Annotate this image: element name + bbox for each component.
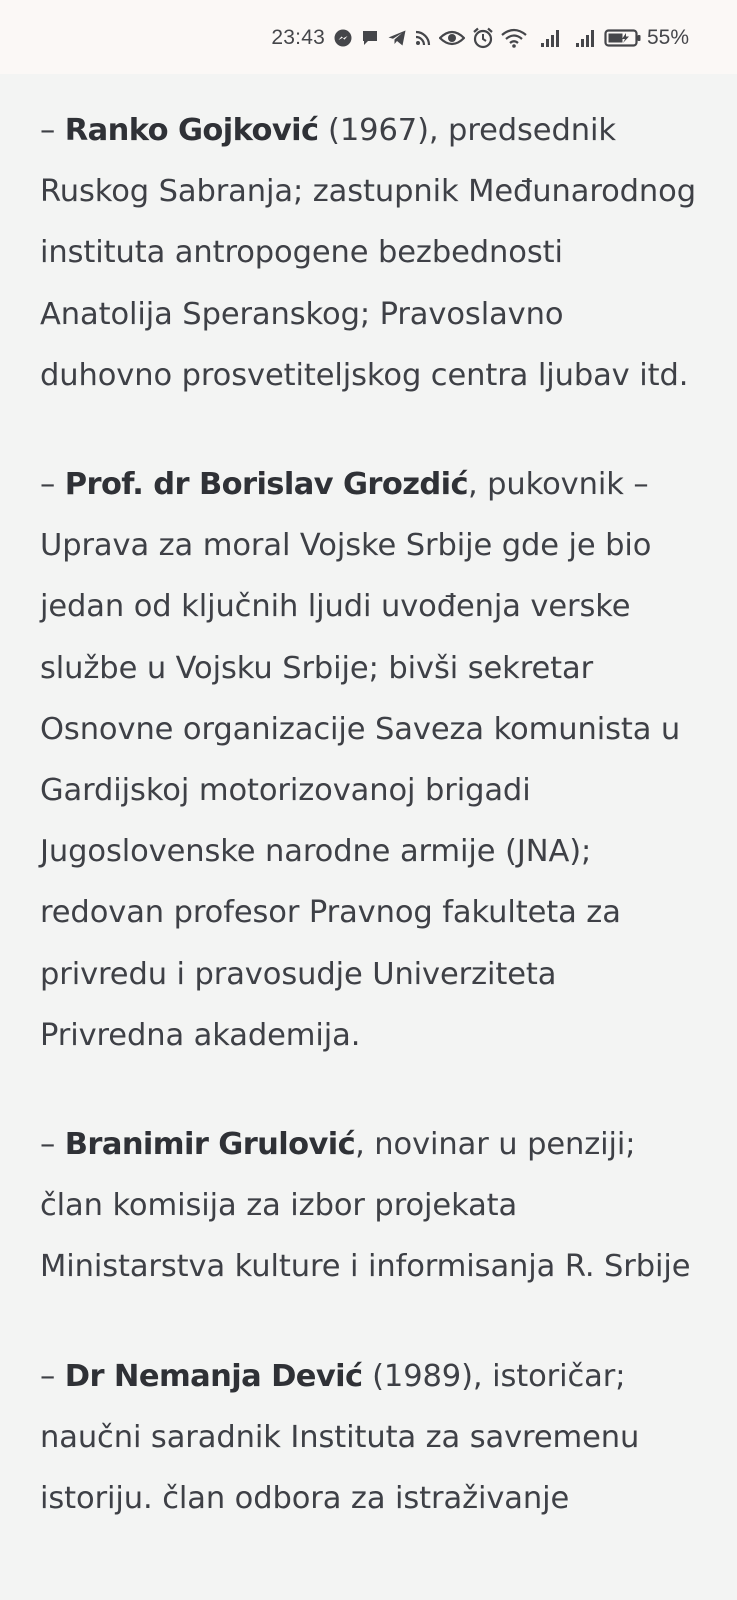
battery-percent: 55% bbox=[646, 26, 689, 49]
list-item: – Dr Nemanja Dević (1989), istoričar; naučni saradnik Instituta za savremenu istoriju. član odbora za istraživanje bbox=[40, 1358, 640, 1517]
rss-icon bbox=[414, 29, 432, 47]
messenger-icon bbox=[333, 28, 353, 48]
person-name: Prof. dr Borislav Grozdić bbox=[64, 467, 468, 503]
alarm-icon bbox=[472, 27, 494, 49]
chat-icon bbox=[360, 28, 380, 48]
signal-2-icon bbox=[575, 28, 597, 48]
status-bar bbox=[0, 0, 737, 74]
list-item: – Ranko Gojković (1967), predsednik Ruskog Sabranja; zastupnik Međunarodnog instituta antropogene bezbednosti Anatolija Speranskog; Pravoslavno duhovno prosvetiteljskog centra ljubav itd. bbox=[40, 113, 696, 393]
wifi-icon bbox=[501, 28, 527, 48]
person-name: Dr Nemanja Dević bbox=[64, 1358, 363, 1394]
list-item: – Prof. dr Borislav Grozdić, pukovnik – Uprava za moral Vojske Srbije gde je bio jedan od ključnih ljudi uvođenja verske službe u Vojsku Srbije; bivši sekretar Osnovne organizacije Saveza komunista u Gardijskoj motorizovanoj brigadi Jugoslovenske narodne armije (JNA); redovan profesor Pravnog fakulteta za privredu i pravosudje Univerziteta Privredna akademija. bbox=[40, 467, 681, 1053]
person-name: Branimir Grulović bbox=[64, 1127, 356, 1163]
person-name: Ranko Gojković bbox=[64, 113, 319, 148]
status-time: 23:43 bbox=[271, 26, 325, 49]
signal-1-icon bbox=[540, 28, 562, 48]
list-item: – Branimir Grulović, novinar u penziji; član komisija za izbor projekata Ministarstva kulture i informisanja R. Srbije bbox=[40, 1127, 691, 1285]
article-body bbox=[40, 100, 700, 1577]
telegram-icon bbox=[387, 28, 407, 48]
eye-icon bbox=[439, 29, 465, 47]
battery-icon bbox=[604, 28, 642, 48]
